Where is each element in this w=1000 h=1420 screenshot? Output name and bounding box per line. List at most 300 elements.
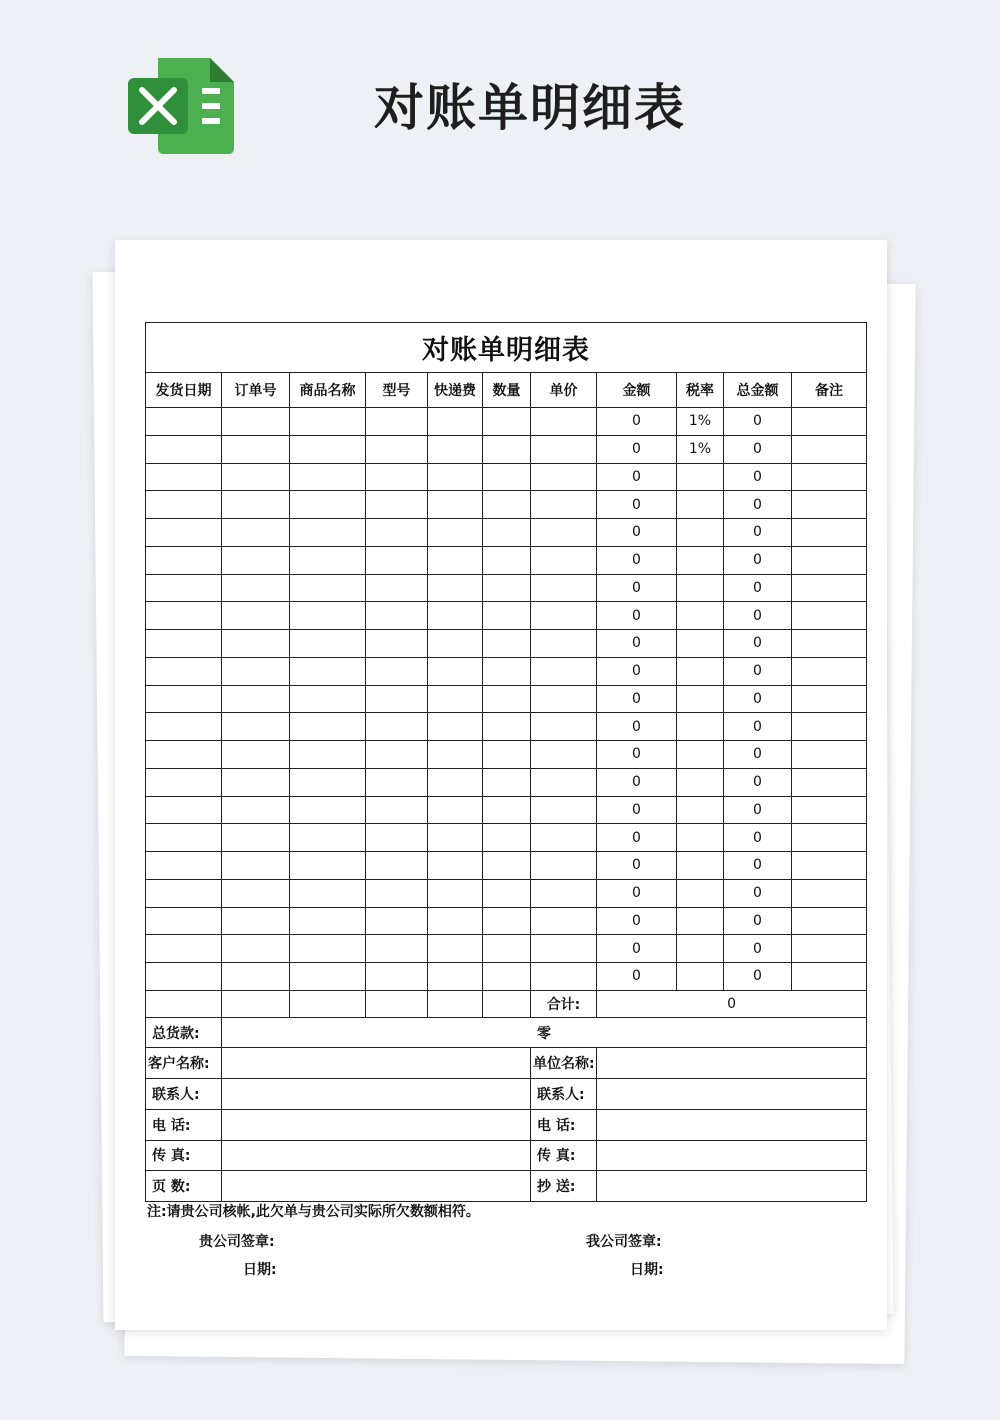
cell[interactable] xyxy=(366,602,428,630)
remark-cell[interactable] xyxy=(792,491,867,519)
our-company-date-label: 日期: xyxy=(630,1262,664,1278)
total-cell[interactable]: 0 xyxy=(724,685,792,713)
cell[interactable] xyxy=(290,519,366,547)
cell[interactable] xyxy=(290,546,366,574)
cell[interactable] xyxy=(146,435,222,463)
cell[interactable] xyxy=(290,852,366,880)
cell[interactable] xyxy=(483,685,531,713)
table-row xyxy=(146,491,867,519)
cell[interactable] xyxy=(366,519,428,547)
total-cell[interactable]: 0 xyxy=(724,796,792,824)
remark-cell[interactable] xyxy=(792,657,867,685)
cell[interactable] xyxy=(483,630,531,658)
cell[interactable] xyxy=(366,963,428,991)
cell[interactable] xyxy=(222,657,290,685)
cell[interactable] xyxy=(366,907,428,935)
cell[interactable] xyxy=(146,852,222,880)
amount-cell[interactable]: 0 xyxy=(597,408,677,436)
cell[interactable] xyxy=(531,713,597,741)
contact-label-right: 联系人: xyxy=(531,1079,597,1110)
cell[interactable] xyxy=(290,796,366,824)
table-row xyxy=(146,907,867,935)
cell[interactable] xyxy=(483,990,531,1017)
customer-name-field[interactable] xyxy=(222,1048,531,1079)
cell[interactable] xyxy=(428,630,483,658)
table-row xyxy=(146,574,867,602)
cell[interactable] xyxy=(290,435,366,463)
cell[interactable] xyxy=(428,713,483,741)
cell[interactable] xyxy=(146,491,222,519)
cell[interactable] xyxy=(366,657,428,685)
cell[interactable] xyxy=(366,768,428,796)
cell[interactable] xyxy=(290,630,366,658)
cell[interactable] xyxy=(483,491,531,519)
cell[interactable] xyxy=(483,963,531,991)
cell[interactable] xyxy=(366,546,428,574)
cell[interactable] xyxy=(366,630,428,658)
cell[interactable] xyxy=(483,852,531,880)
total-cell[interactable]: 0 xyxy=(724,546,792,574)
your-company-seal-label: 贵公司签章: xyxy=(199,1234,275,1250)
table-row xyxy=(146,824,867,852)
cell[interactable] xyxy=(146,879,222,907)
total-cell[interactable]: 0 xyxy=(724,491,792,519)
fax-field-right[interactable] xyxy=(597,1140,867,1171)
cell[interactable] xyxy=(366,685,428,713)
tax-rate-cell[interactable] xyxy=(677,768,724,796)
footer-note: 注:请贵公司核帐,此欠单与贵公司实际所欠数额相符。 xyxy=(147,1204,480,1220)
cell[interactable] xyxy=(483,824,531,852)
cell[interactable] xyxy=(146,685,222,713)
column-header: 税率 xyxy=(677,373,724,408)
tax-rate-cell[interactable] xyxy=(677,463,724,491)
tax-rate-cell[interactable] xyxy=(677,519,724,547)
cell[interactable] xyxy=(483,741,531,769)
cell[interactable] xyxy=(483,713,531,741)
tax-rate-cell[interactable] xyxy=(677,741,724,769)
amount-cell[interactable]: 0 xyxy=(597,741,677,769)
cell[interactable] xyxy=(146,741,222,769)
tax-rate-cell[interactable] xyxy=(677,796,724,824)
cell[interactable] xyxy=(146,990,222,1017)
table-row xyxy=(146,768,867,796)
amount-cell[interactable]: 0 xyxy=(597,491,677,519)
tax-rate-cell[interactable] xyxy=(677,935,724,963)
our-company-seal-label: 我公司签章: xyxy=(586,1234,662,1250)
cell[interactable] xyxy=(428,879,483,907)
total-cell[interactable]: 0 xyxy=(724,713,792,741)
cell[interactable] xyxy=(428,408,483,436)
cell[interactable] xyxy=(290,685,366,713)
total-cell[interactable]: 0 xyxy=(724,435,792,463)
cell[interactable] xyxy=(531,852,597,880)
cell[interactable] xyxy=(366,852,428,880)
cell[interactable] xyxy=(531,935,597,963)
cell[interactable] xyxy=(531,768,597,796)
cell[interactable] xyxy=(531,907,597,935)
excel-icon xyxy=(128,58,234,154)
cell[interactable] xyxy=(290,935,366,963)
cell[interactable] xyxy=(366,435,428,463)
amount-cell[interactable]: 0 xyxy=(597,713,677,741)
cell[interactable] xyxy=(428,685,483,713)
cell[interactable] xyxy=(428,796,483,824)
amount-cell[interactable]: 0 xyxy=(597,824,677,852)
remark-cell[interactable] xyxy=(792,824,867,852)
remark-cell[interactable] xyxy=(792,408,867,436)
cell[interactable] xyxy=(483,602,531,630)
amount-cell[interactable]: 0 xyxy=(597,935,677,963)
amount-cell[interactable]: 0 xyxy=(597,574,677,602)
table-row xyxy=(146,435,867,463)
cell[interactable] xyxy=(531,685,597,713)
column-header: 型号 xyxy=(366,373,428,408)
column-header: 备注 xyxy=(792,373,867,408)
total-cell[interactable]: 0 xyxy=(724,574,792,602)
remark-cell[interactable] xyxy=(792,796,867,824)
phone-label: 电 话: xyxy=(146,1109,222,1140)
cell[interactable] xyxy=(428,990,483,1017)
cell[interactable] xyxy=(531,657,597,685)
phone-field-right[interactable] xyxy=(597,1109,867,1140)
tax-rate-cell[interactable] xyxy=(677,657,724,685)
cell[interactable] xyxy=(222,990,290,1017)
cell[interactable] xyxy=(428,907,483,935)
cell[interactable] xyxy=(222,796,290,824)
total-payment-label: 总货款: xyxy=(146,1017,222,1048)
tax-rate-cell[interactable] xyxy=(677,602,724,630)
cell[interactable] xyxy=(366,491,428,519)
tax-rate-cell[interactable] xyxy=(677,491,724,519)
total-cell[interactable]: 0 xyxy=(724,602,792,630)
remark-cell[interactable] xyxy=(792,879,867,907)
total-cell[interactable]: 0 xyxy=(724,768,792,796)
cell[interactable] xyxy=(428,963,483,991)
cell[interactable] xyxy=(146,408,222,436)
cell[interactable] xyxy=(483,574,531,602)
page-title: 对账单明细表 xyxy=(374,79,686,137)
cell[interactable] xyxy=(290,463,366,491)
amount-cell[interactable]: 0 xyxy=(597,546,677,574)
total-cell[interactable]: 0 xyxy=(724,963,792,991)
cell[interactable] xyxy=(290,713,366,741)
tax-rate-cell[interactable] xyxy=(677,630,724,658)
total-cell[interactable]: 0 xyxy=(724,907,792,935)
cell[interactable] xyxy=(428,824,483,852)
remark-cell[interactable] xyxy=(792,546,867,574)
cell[interactable] xyxy=(428,768,483,796)
tax-rate-cell[interactable] xyxy=(677,713,724,741)
column-header: 商品名称 xyxy=(290,373,366,408)
cell[interactable] xyxy=(366,990,428,1017)
cell[interactable] xyxy=(428,657,483,685)
cell[interactable] xyxy=(222,491,290,519)
cell[interactable] xyxy=(222,963,290,991)
cell[interactable] xyxy=(146,963,222,991)
cell[interactable] xyxy=(428,852,483,880)
cell[interactable] xyxy=(483,907,531,935)
cell[interactable] xyxy=(290,741,366,769)
cell[interactable] xyxy=(483,935,531,963)
cell[interactable] xyxy=(222,713,290,741)
cell[interactable] xyxy=(290,491,366,519)
cell[interactable] xyxy=(366,879,428,907)
statement-table xyxy=(145,322,867,1202)
cell[interactable] xyxy=(531,879,597,907)
cell[interactable] xyxy=(146,574,222,602)
cell[interactable] xyxy=(222,879,290,907)
amount-cell[interactable]: 0 xyxy=(597,963,677,991)
table-row xyxy=(146,602,867,630)
remark-cell[interactable] xyxy=(792,907,867,935)
table-row xyxy=(146,741,867,769)
tax-rate-cell[interactable] xyxy=(677,685,724,713)
cell[interactable] xyxy=(428,435,483,463)
table-row xyxy=(146,879,867,907)
tax-rate-cell[interactable]: 1% xyxy=(677,408,724,436)
amount-cell[interactable]: 0 xyxy=(597,602,677,630)
cell[interactable] xyxy=(222,741,290,769)
cell[interactable] xyxy=(222,435,290,463)
cell[interactable] xyxy=(290,824,366,852)
remark-cell[interactable] xyxy=(792,768,867,796)
cell[interactable] xyxy=(290,408,366,436)
cell[interactable] xyxy=(146,657,222,685)
subtotal-label: 合计: xyxy=(531,990,597,1017)
cell[interactable] xyxy=(366,935,428,963)
cell[interactable] xyxy=(483,546,531,574)
fax-field[interactable] xyxy=(222,1140,531,1171)
remark-cell[interactable] xyxy=(792,630,867,658)
table-row xyxy=(146,546,867,574)
amount-cell[interactable]: 0 xyxy=(597,657,677,685)
column-header: 数量 xyxy=(483,373,531,408)
cell[interactable] xyxy=(290,990,366,1017)
cell[interactable] xyxy=(290,963,366,991)
cell[interactable] xyxy=(366,713,428,741)
cell[interactable] xyxy=(366,796,428,824)
cell[interactable] xyxy=(531,408,597,436)
cell[interactable] xyxy=(483,519,531,547)
cell[interactable] xyxy=(483,408,531,436)
cell[interactable] xyxy=(290,907,366,935)
contact-label: 联系人: xyxy=(146,1079,222,1110)
pages-row xyxy=(146,1171,867,1202)
cc-field[interactable] xyxy=(597,1171,867,1202)
remark-cell[interactable] xyxy=(792,574,867,602)
remark-cell[interactable] xyxy=(792,602,867,630)
cell[interactable] xyxy=(222,408,290,436)
cell[interactable] xyxy=(146,907,222,935)
cc-label: 抄 送: xyxy=(531,1171,597,1202)
table-row xyxy=(146,935,867,963)
cell[interactable] xyxy=(531,546,597,574)
tax-rate-cell[interactable] xyxy=(677,879,724,907)
cell[interactable] xyxy=(531,435,597,463)
contact-field-right[interactable] xyxy=(597,1079,867,1110)
cell[interactable] xyxy=(531,824,597,852)
tax-rate-cell[interactable] xyxy=(677,907,724,935)
cell[interactable] xyxy=(290,879,366,907)
tax-rate-cell[interactable] xyxy=(677,546,724,574)
total-cell[interactable]: 0 xyxy=(724,408,792,436)
fax-label: 传 真: xyxy=(146,1140,222,1171)
cell[interactable] xyxy=(483,768,531,796)
cell[interactable] xyxy=(366,463,428,491)
cell[interactable] xyxy=(222,935,290,963)
amount-cell[interactable]: 0 xyxy=(597,907,677,935)
amount-cell[interactable]: 0 xyxy=(597,463,677,491)
cell[interactable] xyxy=(366,824,428,852)
amount-cell[interactable]: 0 xyxy=(597,435,677,463)
cell[interactable] xyxy=(222,519,290,547)
cell[interactable] xyxy=(428,935,483,963)
tax-rate-cell[interactable] xyxy=(677,852,724,880)
table-row xyxy=(146,685,867,713)
cell[interactable] xyxy=(428,574,483,602)
cell[interactable] xyxy=(531,463,597,491)
cell[interactable] xyxy=(146,546,222,574)
cell[interactable] xyxy=(483,879,531,907)
cell[interactable] xyxy=(222,463,290,491)
cell[interactable] xyxy=(222,546,290,574)
tax-rate-cell[interactable] xyxy=(677,824,724,852)
cell[interactable] xyxy=(483,657,531,685)
fax-label-right: 传 真: xyxy=(531,1140,597,1171)
total-cell[interactable]: 0 xyxy=(724,879,792,907)
phone-label-right: 电 话: xyxy=(531,1109,597,1140)
cell[interactable] xyxy=(146,768,222,796)
total-cell[interactable]: 0 xyxy=(724,657,792,685)
column-header-row xyxy=(146,373,867,408)
cell[interactable] xyxy=(146,935,222,963)
pages-label: 页 数: xyxy=(146,1171,222,1202)
table-row xyxy=(146,630,867,658)
tax-rate-cell[interactable] xyxy=(677,574,724,602)
cell[interactable] xyxy=(222,630,290,658)
cell[interactable] xyxy=(222,685,290,713)
amount-cell[interactable]: 0 xyxy=(597,852,677,880)
pages-field[interactable] xyxy=(222,1171,531,1202)
cell[interactable] xyxy=(531,630,597,658)
table-row xyxy=(146,713,867,741)
cell[interactable] xyxy=(146,824,222,852)
total-cell[interactable]: 0 xyxy=(724,519,792,547)
column-header: 订单号 xyxy=(222,373,290,408)
total-cell[interactable]: 0 xyxy=(724,630,792,658)
remark-cell[interactable] xyxy=(792,713,867,741)
cell[interactable] xyxy=(222,907,290,935)
remark-cell[interactable] xyxy=(792,935,867,963)
cell[interactable] xyxy=(222,574,290,602)
column-header: 总金额 xyxy=(724,373,792,408)
cell[interactable] xyxy=(428,602,483,630)
cell[interactable] xyxy=(428,491,483,519)
cell[interactable] xyxy=(290,768,366,796)
total-cell[interactable]: 0 xyxy=(724,852,792,880)
cell[interactable] xyxy=(290,574,366,602)
cell[interactable] xyxy=(366,741,428,769)
remark-cell[interactable] xyxy=(792,852,867,880)
phone-field[interactable] xyxy=(222,1109,531,1140)
cell[interactable] xyxy=(483,435,531,463)
cell[interactable] xyxy=(290,602,366,630)
cell[interactable] xyxy=(531,741,597,769)
total-cell[interactable]: 0 xyxy=(724,824,792,852)
cell[interactable] xyxy=(366,574,428,602)
cell[interactable] xyxy=(146,796,222,824)
remark-cell[interactable] xyxy=(792,435,867,463)
subtotal-value[interactable]: 0 xyxy=(597,990,867,1017)
total-cell[interactable]: 0 xyxy=(724,463,792,491)
column-header: 金额 xyxy=(597,373,677,408)
cell[interactable] xyxy=(290,657,366,685)
cell[interactable] xyxy=(531,574,597,602)
amount-cell[interactable]: 0 xyxy=(597,519,677,547)
remark-cell[interactable] xyxy=(792,741,867,769)
table-row xyxy=(146,463,867,491)
cell[interactable] xyxy=(146,602,222,630)
cell[interactable] xyxy=(146,713,222,741)
cell[interactable] xyxy=(483,463,531,491)
cell[interactable] xyxy=(146,630,222,658)
cell[interactable] xyxy=(531,519,597,547)
cell[interactable] xyxy=(531,491,597,519)
tax-rate-cell[interactable] xyxy=(677,963,724,991)
amount-cell[interactable]: 0 xyxy=(597,768,677,796)
cell[interactable] xyxy=(531,602,597,630)
remark-cell[interactable] xyxy=(792,519,867,547)
contact-row xyxy=(146,1079,867,1110)
cell[interactable] xyxy=(428,463,483,491)
remark-cell[interactable] xyxy=(792,685,867,713)
cell[interactable] xyxy=(222,602,290,630)
cell[interactable] xyxy=(483,796,531,824)
amount-cell[interactable]: 0 xyxy=(597,630,677,658)
total-cell[interactable]: 0 xyxy=(724,741,792,769)
table-row xyxy=(146,963,867,991)
total-cell[interactable]: 0 xyxy=(724,935,792,963)
cell[interactable] xyxy=(146,519,222,547)
cell[interactable] xyxy=(531,963,597,991)
tax-rate-cell[interactable]: 1% xyxy=(677,435,724,463)
unit-name-field[interactable] xyxy=(597,1048,867,1079)
total-payment-value[interactable]: 零 xyxy=(222,1017,867,1048)
your-company-date-label: 日期: xyxy=(243,1262,277,1278)
amount-cell[interactable]: 0 xyxy=(597,879,677,907)
table-row xyxy=(146,408,867,436)
contact-field[interactable] xyxy=(222,1079,531,1110)
amount-cell[interactable]: 0 xyxy=(597,796,677,824)
cell[interactable] xyxy=(428,741,483,769)
phone-row xyxy=(146,1109,867,1140)
remark-cell[interactable] xyxy=(792,463,867,491)
total-payment-row xyxy=(146,1017,867,1048)
cell[interactable] xyxy=(146,463,222,491)
cell[interactable] xyxy=(366,408,428,436)
remark-cell[interactable] xyxy=(792,963,867,991)
cell[interactable] xyxy=(222,852,290,880)
cell[interactable] xyxy=(222,768,290,796)
cell[interactable] xyxy=(428,519,483,547)
cell[interactable] xyxy=(428,546,483,574)
column-header: 发货日期 xyxy=(146,373,222,408)
document-title: 对账单明细表 xyxy=(146,323,867,373)
fax-row xyxy=(146,1140,867,1171)
cell[interactable] xyxy=(222,824,290,852)
amount-cell[interactable]: 0 xyxy=(597,685,677,713)
cell[interactable] xyxy=(531,796,597,824)
